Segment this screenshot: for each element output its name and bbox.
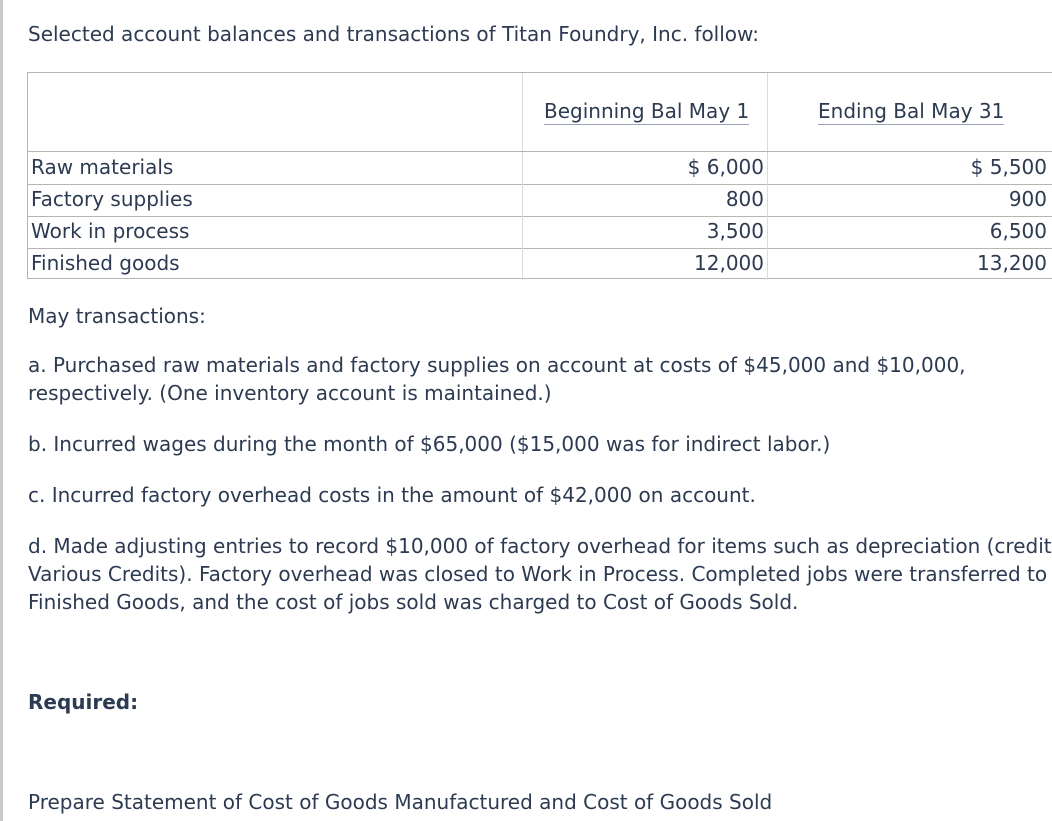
ending-balance-value: 6,500 [989, 219, 1047, 243]
ending-balance-value: 900 [1008, 187, 1047, 211]
table-row [28, 248, 1052, 280]
table-header-row [28, 73, 1052, 152]
required-instruction: Prepare Statement of Cost of Goods Manufactured and Cost of Goods Sold [28, 790, 773, 814]
header-ending-balance: Ending Bal May 31 [818, 99, 1005, 123]
required-label: Required: [28, 690, 139, 714]
row-label: Finished goods [31, 251, 180, 275]
table-row [28, 216, 1052, 249]
row-label: Raw materials [31, 155, 174, 179]
beginning-balance-value: 3,500 [706, 219, 764, 243]
ending-balance-value: $ 5,500 [970, 155, 1047, 179]
transaction-d-line3: Finished Goods, and the cost of jobs sold was charged to Cost of Goods Sold. [28, 590, 799, 614]
intro-text: Selected account balances and transactions of Titan Foundry, Inc. follow: [28, 22, 760, 46]
header-beginning-balance: Beginning Bal May 1 [544, 99, 750, 123]
beginning-balance-value: 12,000 [694, 251, 764, 275]
transaction-a-line1: a. Purchased raw materials and factory supplies on account at costs of $45,000 and $10,000, [28, 353, 966, 377]
transaction-d-line1: d. Made adjusting entries to record $10,000 of factory overhead for items such as depreciation (credit [28, 534, 1052, 558]
row-label: Work in process [31, 219, 190, 243]
transaction-c: c. Incurred factory overhead costs in the amount of $42,000 on account. [28, 483, 756, 507]
ending-balance-value: 13,200 [977, 251, 1047, 275]
header-divider [767, 73, 768, 151]
table-row [28, 152, 1052, 185]
transaction-b: b. Incurred wages during the month of $65,000 ($15,000 was for indirect labor.) [28, 432, 831, 456]
header-divider [522, 73, 523, 151]
transactions-heading: May transactions: [28, 304, 206, 328]
left-border [0, 0, 3, 821]
transaction-a-line2: respectively. (One inventory account is maintained.) [28, 381, 552, 405]
beginning-balance-value: 800 [725, 187, 764, 211]
beginning-balance-value: $ 6,000 [687, 155, 764, 179]
table-row [28, 184, 1052, 217]
transaction-d-line2: Various Credits). Factory overhead was closed to Work in Process. Completed jobs were transferred to [28, 562, 1048, 586]
balances-table [27, 72, 1052, 279]
row-label: Factory supplies [31, 187, 193, 211]
